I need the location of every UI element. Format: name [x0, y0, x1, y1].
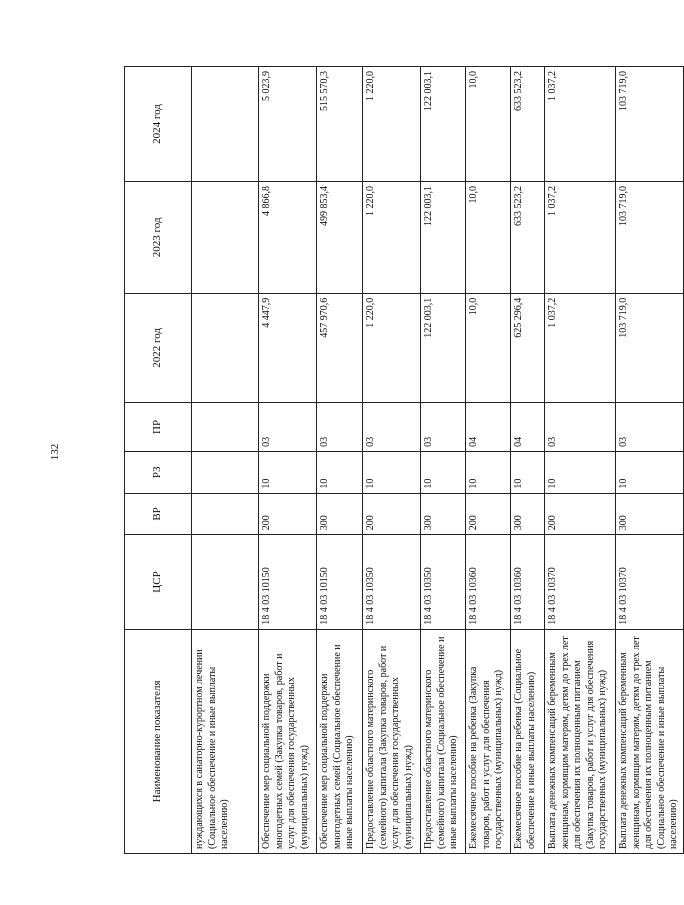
cell-csr: 18 4 03 10350 — [363, 535, 421, 629]
table-row — [511, 67, 545, 854]
table-row — [466, 67, 511, 854]
table-row — [259, 67, 317, 854]
cell-rz — [192, 451, 259, 493]
cell-2023: 1 037,2 — [545, 181, 616, 293]
cell-2022: 4 447,9 — [259, 293, 317, 402]
table-header-row — [125, 67, 192, 854]
cell-2024: 1 037,2 — [545, 67, 616, 182]
table-row — [192, 67, 259, 854]
header-2024: 2024 год — [125, 67, 192, 182]
cell-vr: 200 — [363, 493, 421, 535]
cell-name: Предоставление областного материнского (семейного) капитала (Закупка товаров, работ и услуг для обеспечения государственных (муниципальных) нужд) — [363, 629, 421, 853]
rotated-table-container — [124, 66, 679, 854]
cell-rz: 10 — [421, 451, 466, 493]
cell-2022: 1 220,0 — [363, 293, 421, 402]
cell-name: Обеспечение мер социальной поддержки многодетных семей (Социальное обеспечение и иные выплаты населению) — [317, 629, 363, 853]
cell-2022: 10,0 — [466, 293, 511, 402]
cell-name: нуждающихся в санаторно-курортном лечении (Социальное обеспечение и иные выплаты населению) — [192, 629, 259, 853]
cell-pr: 04 — [511, 403, 545, 452]
header-name: Наименование показателя — [125, 629, 192, 853]
header-2022: 2022 год — [125, 293, 192, 402]
cell-2022: 457 970,6 — [317, 293, 363, 402]
cell-2023: 1 220,0 — [363, 181, 421, 293]
cell-2024: 1 220,0 — [363, 67, 421, 182]
table-row — [616, 67, 684, 854]
cell-vr: 200 — [545, 493, 616, 535]
cell-pr: 03 — [259, 403, 317, 452]
cell-pr: 03 — [363, 403, 421, 452]
cell-2022: 625 296,4 — [511, 293, 545, 402]
cell-2022: 103 719,0 — [616, 293, 684, 402]
table-row — [421, 67, 466, 854]
budget-table — [124, 66, 684, 854]
cell-2022: 122 003,1 — [421, 293, 466, 402]
cell-csr: 18 4 03 10360 — [466, 535, 511, 629]
cell-rz: 10 — [363, 451, 421, 493]
cell-csr: 18 4 03 10370 — [616, 535, 684, 629]
cell-vr: 200 — [259, 493, 317, 535]
header-2023: 2023 год — [125, 181, 192, 293]
cell-rz: 10 — [511, 451, 545, 493]
cell-name: Обеспечение мер социальной поддержки многодетных семей (Закупка товаров, работ и услуг для обеспечения государственных (муниципальных) нужд) — [259, 629, 317, 853]
cell-2023: 4 866,8 — [259, 181, 317, 293]
cell-vr: 300 — [511, 493, 545, 535]
cell-csr: 18 4 03 10150 — [317, 535, 363, 629]
cell-pr: 03 — [421, 403, 466, 452]
table-row — [363, 67, 421, 854]
cell-pr: 03 — [317, 403, 363, 452]
cell-vr: 300 — [421, 493, 466, 535]
cell-2022: 1 037,2 — [545, 293, 616, 402]
cell-2023: 122 003,1 — [421, 181, 466, 293]
cell-2024: 633 523,2 — [511, 67, 545, 182]
cell-vr: 300 — [616, 493, 684, 535]
cell-2023: 10,0 — [466, 181, 511, 293]
header-rz: РЗ — [125, 451, 192, 493]
cell-vr: 300 — [317, 493, 363, 535]
cell-2023: 499 853,4 — [317, 181, 363, 293]
header-vr: ВР — [125, 493, 192, 535]
cell-vr: 200 — [466, 493, 511, 535]
cell-2023 — [192, 181, 259, 293]
cell-2024 — [192, 67, 259, 182]
cell-pr: 04 — [466, 403, 511, 452]
cell-csr — [192, 535, 259, 629]
cell-2023: 103 719,0 — [616, 181, 684, 293]
table-row — [317, 67, 363, 854]
table-row — [545, 67, 616, 854]
header-csr: ЦСР — [125, 535, 192, 629]
page-number: 132 — [49, 443, 61, 461]
cell-name: Ежемесячное пособие на ребенка (Социальное обеспечение и иные выплаты населению) — [511, 629, 545, 853]
cell-name: Ежемесячное пособие на ребенка (Закупка товаров, работ и услуг для обеспечения государственных (муниципальных) нужд) — [466, 629, 511, 853]
cell-rz: 10 — [317, 451, 363, 493]
cell-2022 — [192, 293, 259, 402]
cell-rz: 10 — [545, 451, 616, 493]
cell-rz: 10 — [616, 451, 684, 493]
cell-2024: 10,0 — [466, 67, 511, 182]
cell-name: Предоставление областного материнского (семейного) капитала (Социальное обеспечение и иные выплаты населению) — [421, 629, 466, 853]
cell-2024: 122 003,1 — [421, 67, 466, 182]
cell-pr: 03 — [545, 403, 616, 452]
cell-vr — [192, 493, 259, 535]
header-pr: ПР — [125, 403, 192, 452]
cell-rz: 10 — [466, 451, 511, 493]
cell-csr: 18 4 03 10350 — [421, 535, 466, 629]
cell-name: Выплата денежных компенсаций беременным женщинам, кормящим матерям, детям до трех лет для обеспечения их полноценным питанием (Социальное обеспечение и иные выплаты населению) — [616, 629, 684, 853]
cell-name: Выплата денежных компенсаций беременным женщинам, кормящим матерям, детям до трех лет для обеспечения их полноценным питанием (Закупка товаров, работ и услуг для обеспечения государственных (муниципальных) нужд) — [545, 629, 616, 853]
cell-pr: 03 — [616, 403, 684, 452]
cell-2023: 633 523,2 — [511, 181, 545, 293]
cell-2024: 103 719,0 — [616, 67, 684, 182]
cell-csr: 18 4 03 10360 — [511, 535, 545, 629]
cell-csr: 18 4 03 10150 — [259, 535, 317, 629]
cell-pr — [192, 403, 259, 452]
cell-2024: 5 023,9 — [259, 67, 317, 182]
cell-2024: 515 570,3 — [317, 67, 363, 182]
cell-csr: 18 4 03 10370 — [545, 535, 616, 629]
cell-rz: 10 — [259, 451, 317, 493]
